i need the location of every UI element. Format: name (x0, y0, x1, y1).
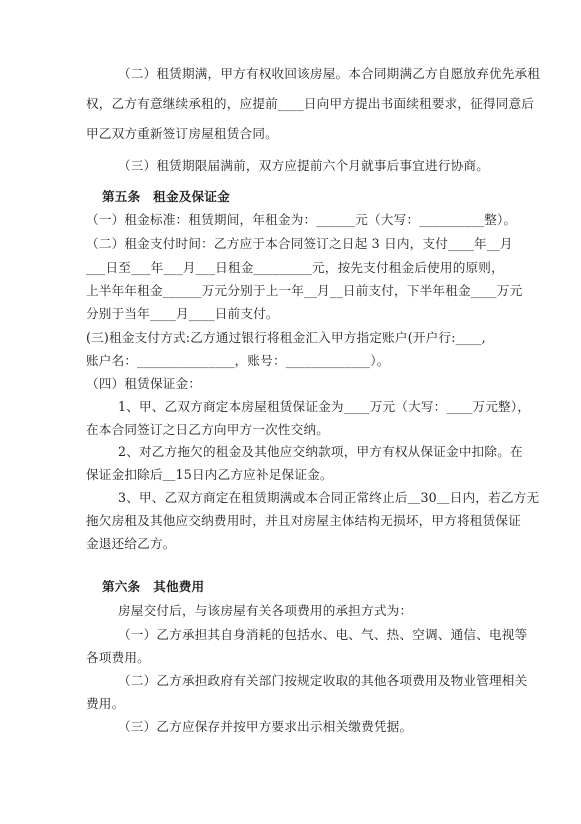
paragraph-line: (三)租金支付方式:乙方通过银行将租金汇入甲方指定账户(开户行:____, (86, 330, 486, 345)
section-title: 第五条 租金及保证金 (102, 189, 230, 204)
paragraph-line: 各项费用。 (86, 650, 150, 665)
paragraph-line: ___日至___年___月___日租金_________元，按先支付租金后使用的原则， (86, 260, 504, 275)
paragraph-line: （三）乙方应保存并按甲方要求出示相关缴费凭据。 (118, 719, 413, 734)
paragraph-line: 分别于当年____月____日前支付。 (86, 306, 279, 321)
paragraph-line: 拖欠房租及其他应交纳费用时，并且对房屋主体结构无损坏，甲方将租赁保证 (86, 513, 521, 528)
paragraph-line: （二）乙方承担政府有关部门按规定收取的其他各项费用及物业管理相关 (118, 673, 528, 688)
paragraph-line: 保证金扣除后＿15日内乙方应补足保证金。 (86, 467, 333, 482)
paragraph-line: 2、对乙方拖欠的租金及其他应交纳款项，甲方有权从保证金中扣除。在 (118, 444, 523, 459)
paragraph-line: （二）租金支付时间：乙方应于本合同签订之日起 3 日内，支付____年__月 (86, 236, 513, 251)
paragraph-line: 费用。 (86, 696, 125, 711)
paragraph-line: 房屋交付后，与该房屋有关各项费用的承担方式为： (118, 603, 413, 618)
paragraph-line: （一）乙方承担其自身消耗的包括水、电、气、热、空调、通信、电视等 (118, 627, 528, 642)
paragraph-line: 在本合同签订之日乙方向甲方一次性交纳。 (86, 422, 330, 437)
paragraph-line: （三）租赁期限届满前，双方应提前六个月就事后事宜进行协商。 (118, 158, 490, 173)
paragraph-line: 金退还给乙方。 (86, 536, 176, 551)
paragraph-line: （四）租赁保证金： (86, 376, 202, 391)
paragraph-line: （一）租金标准：租赁期间，年租金为：______元（大写：__________整）。 (86, 212, 517, 227)
paragraph-line: 权，乙方有意继续承租的，应提前____日向甲方提出书面续租要求，征得同意后 (86, 96, 535, 111)
paragraph-line: 上半年年租金______万元分别于上一年__月__日前支付，下半年租金____万元 (86, 283, 523, 298)
paragraph-line: （二）租赁期满，甲方有权收回该房屋。本合同期满乙方自愿放弃优先承租 (118, 66, 541, 81)
paragraph-line: 1、甲、乙双方商定本房屋租赁保证金为____万元（大写：____万元整）， (118, 399, 531, 414)
paragraph-line: 账户名：_______________，账号：_____________）。 (86, 353, 390, 368)
paragraph-line: 3、甲、乙双方商定在租赁期满或本合同正常终止后＿30＿日内，若乙方无 (118, 490, 540, 505)
section-title: 第六条 其他费用 (102, 579, 205, 594)
paragraph-line: 甲乙双方重新签订房屋租赁合同。 (86, 126, 278, 141)
